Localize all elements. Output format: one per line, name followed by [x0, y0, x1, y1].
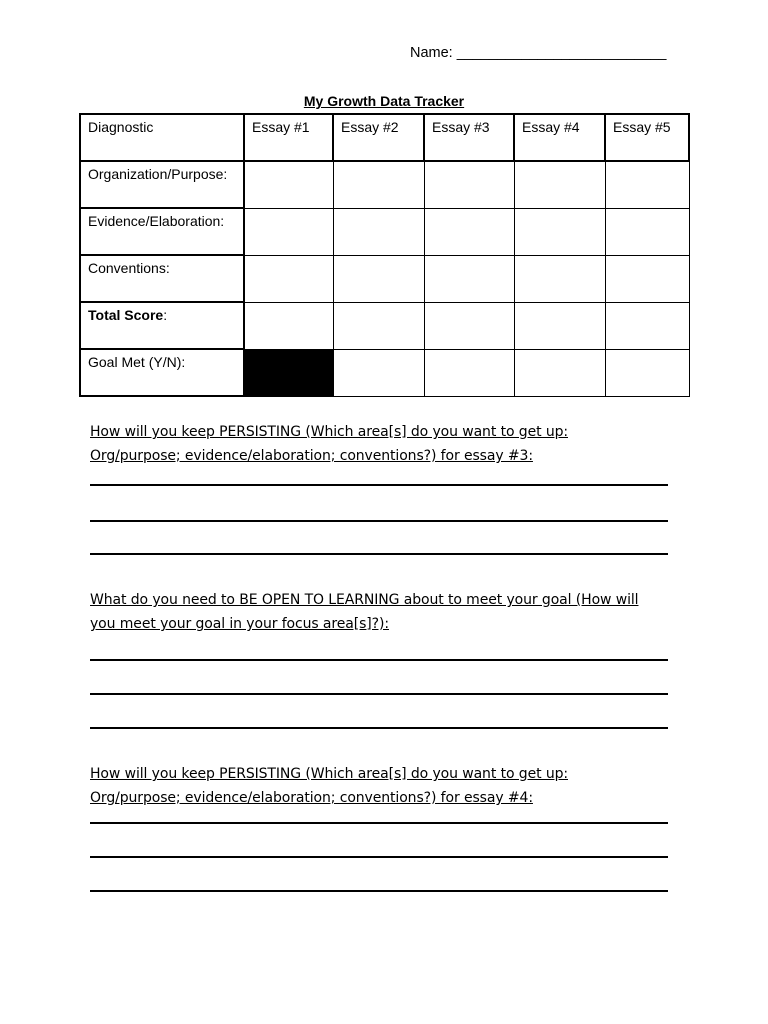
growth-data-table — [79, 113, 690, 397]
table-row — [80, 161, 689, 208]
score-cell[interactable] — [333, 208, 424, 255]
answer-line[interactable] — [90, 553, 668, 555]
score-cell[interactable] — [424, 302, 514, 349]
score-cell[interactable] — [333, 302, 424, 349]
answer-line[interactable] — [90, 659, 668, 661]
question-text: How will you keep PERSISTING (Which area[s] do you want to get up: Org/purpose; evidence/elaboration; conventions?) for essay #3: — [90, 424, 568, 464]
answer-line[interactable] — [90, 727, 668, 729]
row-label-goal-met: Goal Met (Y/N): — [80, 349, 244, 396]
score-cell[interactable] — [333, 161, 424, 208]
question-block — [90, 762, 670, 892]
score-cell[interactable] — [514, 208, 605, 255]
column-header-essay-1: Essay #1 — [244, 114, 333, 161]
blacked-out-cell — [244, 349, 333, 396]
score-cell[interactable] — [605, 208, 689, 255]
row-label-organization: Organization/Purpose: — [80, 161, 244, 208]
table-row — [80, 255, 689, 302]
question-text: What do you need to BE OPEN TO LEARNING about to meet your goal (How will you meet your goal in your focus area[s]?): — [90, 592, 639, 632]
score-cell[interactable] — [605, 302, 689, 349]
answer-line[interactable] — [90, 520, 668, 522]
score-cell[interactable] — [605, 161, 689, 208]
total-score-colon: : — [163, 307, 168, 323]
row-label-evidence: Evidence/Elaboration: — [80, 208, 244, 255]
question-block — [90, 588, 670, 729]
score-cell[interactable] — [424, 208, 514, 255]
column-header-essay-4: Essay #4 — [514, 114, 605, 161]
score-cell[interactable] — [424, 161, 514, 208]
score-cell[interactable] — [244, 302, 333, 349]
answer-line[interactable] — [90, 890, 668, 892]
column-header-diagnostic: Diagnostic — [80, 114, 244, 161]
score-cell[interactable] — [605, 255, 689, 302]
score-cell[interactable] — [333, 349, 424, 396]
column-header-essay-2: Essay #2 — [333, 114, 424, 161]
name-blank-line[interactable]: __________________________ — [456, 45, 667, 61]
score-cell[interactable] — [514, 255, 605, 302]
table-row — [80, 302, 689, 349]
row-label-total-score — [80, 302, 244, 349]
table-header-row — [80, 114, 689, 161]
score-cell[interactable] — [514, 349, 605, 396]
score-cell[interactable] — [333, 255, 424, 302]
table-row — [80, 208, 689, 255]
answer-line[interactable] — [90, 856, 668, 858]
question-block — [90, 420, 670, 555]
score-cell[interactable] — [244, 255, 333, 302]
answer-line[interactable] — [90, 693, 668, 695]
answer-line[interactable] — [90, 484, 668, 486]
column-header-essay-3: Essay #3 — [424, 114, 514, 161]
reflection-questions — [90, 420, 670, 892]
table-row — [80, 349, 689, 396]
page-title: My Growth Data Tracker — [303, 93, 465, 109]
score-cell[interactable] — [605, 349, 689, 396]
answer-line[interactable] — [90, 822, 668, 824]
score-cell[interactable] — [514, 302, 605, 349]
score-cell[interactable] — [244, 208, 333, 255]
total-score-label: Total Score — [88, 307, 164, 323]
name-label: Name: — [410, 45, 453, 61]
row-label-conventions: Conventions: — [80, 255, 244, 302]
score-cell[interactable] — [424, 255, 514, 302]
question-text: How will you keep PERSISTING (Which area[s] do you want to get up: Org/purpose; evidence/elaboration; conventions?) for essay #4: — [90, 766, 568, 806]
score-cell[interactable] — [424, 349, 514, 396]
name-field[interactable] — [410, 45, 666, 61]
score-cell[interactable] — [514, 161, 605, 208]
score-cell[interactable] — [244, 161, 333, 208]
column-header-essay-5: Essay #5 — [605, 114, 689, 161]
